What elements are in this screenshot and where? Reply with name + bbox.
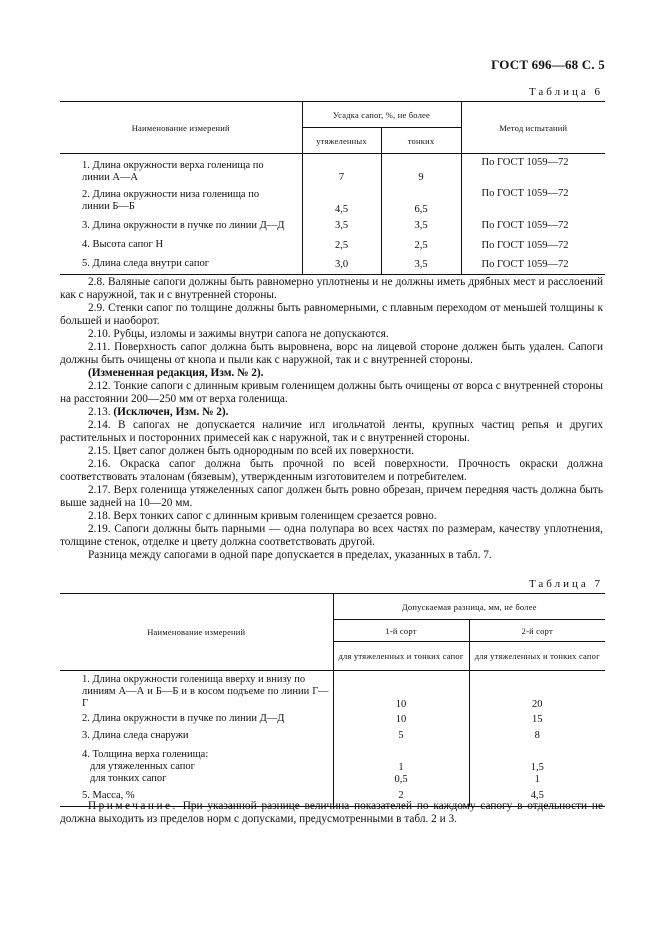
paragraph-2-9: 2.9. Стенки сапог по толщине должны быть равномерными, с плавным переходом от меньшей толщины к большей и наоборот. [60,302,603,327]
paragraph-2-12: 2.12. Тонкие сапоги с длинным кривым голенищем должны быть очищены от ворса с внутренней стороны на расстоянии 200—250 мм от верха голенища. [60,380,603,405]
cell-grade1: 2 [333,786,469,806]
cell-method: По ГОСТ 1059—72 [461,154,605,186]
table6-header-method: Метод испытаний [461,102,605,154]
table6-header-thin: тонких [381,128,461,154]
paragraph-2-8: 2.8. Валяные сапоги должны быть равномерно уплотнены и не должны иметь дрябных мест и расслоений как с наружной, так и с внутренней стороны. [60,276,603,301]
row-name: 1. Длина окружности верха голенища по [82,159,264,171]
row-sub-thin: для тонких сапог [90,773,167,784]
cell-thin: 9 [381,154,461,186]
row-name: 5. Масса, % [60,786,333,806]
table6 [60,101,605,275]
cell-thin: 3,5 [381,255,461,275]
table-row [60,255,605,275]
cell-heavy: 3,5 [302,216,381,236]
paragraph-2-13 [60,406,603,419]
cell-method: По ГОСТ 1059—72 [461,255,605,275]
note-label: Примечание. [88,800,178,812]
table-note [60,800,603,826]
table-row [60,216,605,236]
cell-thin: 3,5 [381,216,461,236]
note-text: При указанной разнице величина показателей по каждому сапогу в отдельности не должна выходить из пределов норм с допусками, предусмотренными в табл. 2 и 3. [60,800,603,825]
table7-header-sub2: для утяжеленных и тонких сапог [469,642,605,671]
cell-grade1-thin: 0,5 [394,774,408,785]
body-text [60,276,603,562]
cell-grade1: 5 [333,728,469,748]
table7-caption: Таблица 7 [528,578,603,590]
cell-grade2: 8 [469,728,605,748]
paragraph-2-15: 2.15. Цвет сапог должен быть однородным по всей их поверхности. [88,445,414,457]
table-row [60,154,605,186]
table7-header-sub1: для утяжеленных и тонких сапог [333,642,469,671]
table6-header-heavy: утяжеленных [302,128,381,154]
row-name: 1. Длина окружности голенища вверху и внизу по [82,674,306,685]
paragraph-2-14: 2.14. В сапогах не допускается наличие игл игольчатой ленты, крупных частиц репья и других растительных и посторонних примесей как с наружной, так и с внутренней стороны. [60,419,603,444]
table-row [60,671,605,711]
cell-grade1: 10 [333,671,469,711]
cell-heavy: 4,5 [302,186,381,216]
cell-method: По ГОСТ 1059—72 [461,236,605,255]
cell-grade1-heavy: 1 [398,762,404,773]
cell-grade2-heavy: 1,5 [530,762,544,773]
cell-grade2: 15 [469,710,605,728]
cell-grade2: 4,5 [469,786,605,806]
table-row [60,186,605,216]
row-name: 5. Длина следа внутри сапог [60,255,302,275]
cell-method: По ГОСТ 1059—72 [461,216,605,236]
cell-grade2: 20 [469,671,605,711]
paragraph-2-19: 2.19. Сапоги должны быть парными — одна полупара во всех частях по размерам, качеству уплотнения, толщине стенок, отделке и цвету должна соответствовать другой. [60,523,603,548]
amendment-note: (Измененная редакция, Изм. № 2). [88,367,264,379]
cell-grade2-thin: 1 [534,774,540,785]
table7 [60,593,605,807]
table6-caption: Таблица 6 [528,86,603,98]
table7-header-diff: Допускаемая разница, мм, не более [333,594,605,620]
row-name: 2. Длина окружности низа голенища по [82,188,260,200]
table-row [60,236,605,255]
table7-header-name: Наименование измерений [60,594,333,671]
row-sub-heavy: для утяжеленных сапог [90,761,195,772]
cell-heavy: 3,0 [302,255,381,275]
table-row [60,710,605,728]
row-name: 3. Длина следа снаружи [82,730,189,741]
paragraph-2-11: 2.11. Поверхность сапог должна быть выровнена, ворс на лицевой стороне должен быть удален. Сапоги должны быть очищены от кнопа и пыли как с наружной, так и с внутренней стороны. [60,341,603,366]
table6-header-shrink: Усадка сапог, %, не более [302,102,461,128]
paragraph-2-18: 2.18. Верх тонких сапог с длинным кривым голенищем срезается ровно. [88,510,437,522]
cell-method: По ГОСТ 1059—72 [461,186,605,216]
cell-heavy: 7 [302,154,381,186]
row-name-cont: линиям А—А и Б—Б и в косом подъеме по линии Г—Г [82,686,329,709]
cell-heavy: 2,5 [302,236,381,255]
row-name: 4. Толщина верха голенища: [82,749,209,760]
row-name: 4. Высота сапог Н [82,239,164,250]
page-header: ГОСТ 696—68 С. 5 [491,57,605,72]
paragraph-2-16: 2.16. Окраска сапог должна быть прочной по всей поверхности. Прочность окраски должна соответствовать эталонам (бязевым), утвержденным изготовителем и потребителем. [60,458,603,483]
table7-header-grade2: 2-й сорт [469,620,605,642]
cell-thin: 6,5 [381,186,461,216]
paragraph-2-17: 2.17. Верх голенища утяжеленных сапог должен быть ровно обрезан, причем передняя часть должна быть выше задней на 10—20 мм. [60,484,603,509]
paragraph-2-10: 2.10. Рубцы, изломы и зажимы внутри сапога не допускаются. [88,328,389,340]
table6-header-name: Наименование измерений [60,102,302,154]
row-name: 3. Длина окружности в пучке по линии Д—Д [82,219,285,231]
row-name: 2. Длина окружности в пучке по линии Д—Д [82,713,285,724]
table-row [60,728,605,748]
cell-thin: 2,5 [381,236,461,255]
paragraph-2-19-cont: Разница между сапогами в одной паре допускается в пределах, указанных в табл. 7. [88,549,492,561]
cell-grade1: 10 [333,710,469,728]
paragraph-2-13-excluded: (Исключен, Изм. № 2). [113,406,229,418]
row-name-cont: линии Б—Б [82,200,135,212]
row-name-cont: линии А—А [82,171,139,183]
table-row [60,748,605,786]
table7-header-grade1: 1-й сорт [333,620,469,642]
paragraph-2-13-number: 2.13. [88,406,111,418]
